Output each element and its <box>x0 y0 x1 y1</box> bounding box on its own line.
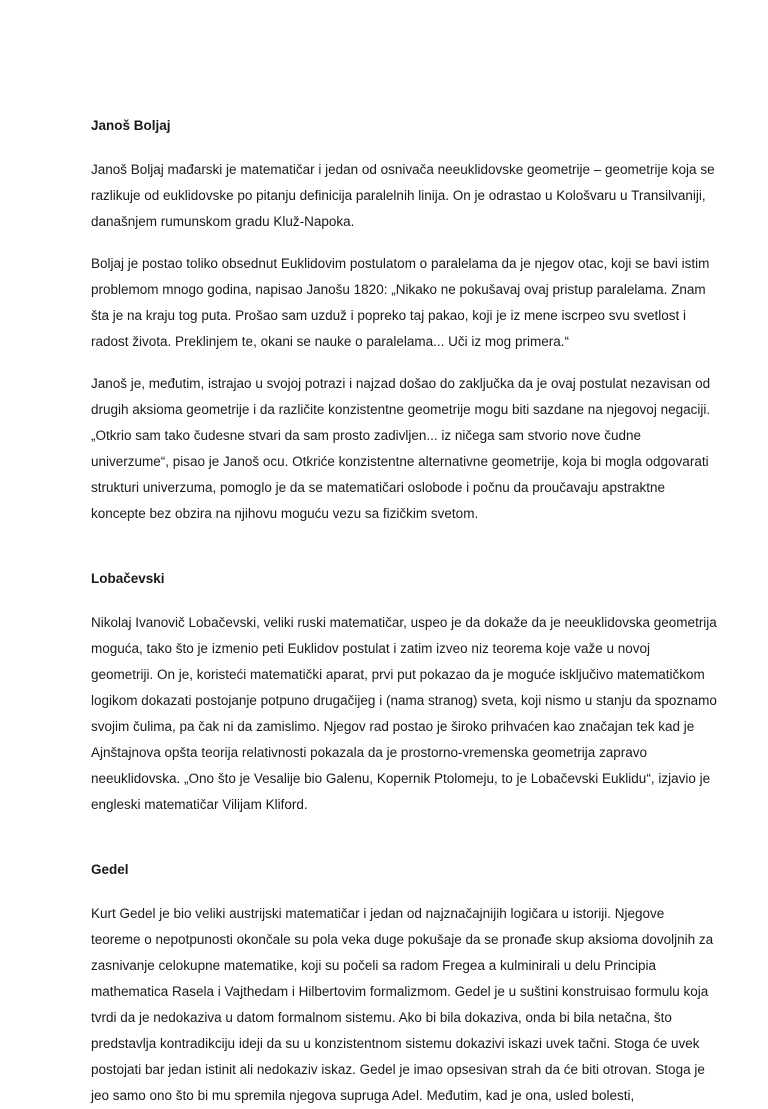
paragraph <box>91 157 731 235</box>
paragraph <box>91 610 731 818</box>
paragraph-line: engleski matematičar Vilijam Kliford. <box>91 797 308 812</box>
paragraph-line: strukturi univerzuma, pomoglo je da se matematičari oslobode i počnu da proučavaju apstraktne <box>91 480 666 495</box>
paragraph-line: drugih aksioma geometrije i da različite konzistentne geometrije mogu biti sazdane na njegovoj negaciji. <box>91 402 711 417</box>
paragraph <box>91 901 731 1109</box>
paragraph-line: moguća, tako što je izmenio peti Euklidov postulat i zatim izveo niz teorema koje važe u novoj <box>91 641 651 656</box>
paragraph-line: neeuklidovska. „Ono što je Vesalije bio Galenu, Kopernik Ptolomeju, to je Lobačevski Euklidu“, izjavio je <box>91 771 711 786</box>
paragraph-line: geometriji. On je, koristeći matematički aparat, prvi put pokazao da je moguće isključivo matematičkom <box>91 667 705 682</box>
paragraph-line: zasnivanje celokupne matematike, koji su počeli sa radom Fregea a kulminirali u delu Principia <box>91 958 657 973</box>
paragraph-line: Kurt Gedel je bio veliki austrijski matematičar i jedan od najznačajnijih logičara u istoriji. Njegove <box>91 906 665 921</box>
paragraph-line: razlikuje od euklidovske po pitanju definicija paralelnih linija. On je odrastao u Kološvaru u Transilvaniji, <box>91 188 706 203</box>
paragraph-line: teoreme o nepotpunosti okončale su pola veka duge pokušaje da se pronađe skup aksioma dovoljnih za <box>91 932 714 947</box>
paragraph-line: Nikolaj Ivanovič Lobačevski, veliki ruski matematičar, uspeo je da dokaže da je neeuklidovska geometrija <box>91 615 717 630</box>
section-heading: Gedel <box>91 862 129 877</box>
paragraph-line: tvrdi da je nedokaziva u datom formalnom sistemu. Ako bi bila dokaziva, onda bi bila netačna, što <box>91 1010 672 1025</box>
paragraph-line: jeo samo ono što bi mu spremila njegova supruga Adel. Međutim, kad je ona, usled bolesti, <box>91 1088 635 1103</box>
document-body <box>91 113 731 1109</box>
paragraph-line: mathematica Rasela i Vajthedam i Hilbertovim formalizmom. Gedel je u suštini konstruisao formulu koja <box>91 984 709 999</box>
paragraph <box>91 251 731 355</box>
paragraph-line: univerzume“, pisao je Janoš ocu. Otkriće konzistentne alternativne geometrije, koja bi mogla odgovarati <box>91 454 709 469</box>
paragraph-line: Janoš je, međutim, istrajao u svojoj potrazi i najzad došao do zaključka da je ovaj postulat nezavisan od <box>91 376 711 391</box>
paragraph-line: „Otkrio sam tako čudesne stvari da sam prosto zadivljen... iz ničega sam stvorio nove čudne <box>91 428 641 443</box>
paragraph-line: današnjem rumunskom gradu Kluž-Napoka. <box>91 214 355 229</box>
section-spacer <box>91 818 731 857</box>
section-heading: Lobačevski <box>91 571 165 586</box>
paragraph-line: postojati bar jedan istinit ali nedokaziv iskaz. Gedel je imao opsesivan strah da će biti otrovan. Stoga je <box>91 1062 705 1077</box>
paragraph <box>91 371 731 527</box>
paragraph-line: šta je na kraju tog puta. Prošao sam uzduž i popreko taj pakao, koji je iz mene iscrpeo svu svetlost i <box>91 308 687 323</box>
paragraph-line: Boljaj je postao toliko obsednut Euklidovim postulatom o paralelama da je njegov otac, koji se bavi istim <box>91 256 710 271</box>
paragraph-line: koncepte bez obzira na njihovu moguću vezu sa fizičkim svetom. <box>91 506 479 521</box>
section-heading: Janoš Boljaj <box>91 118 171 133</box>
paragraph-line: radost života. Preklinjem te, okani se nauke o paralelama... Uči iz mog primera.“ <box>91 334 569 349</box>
paragraph-line: svojim čulima, pa čak ni da zamislimo. Njegov rad postao je široko prihvaćen kao značajan tek kad je <box>91 719 695 734</box>
paragraph-line: predstavlja kontradikciju ideji da su u konzistentnom sistemu dokazivi iskazi uvek tačni. Stoga će uvek <box>91 1036 700 1051</box>
section-spacer <box>91 527 731 566</box>
paragraph-line: Janoš Boljaj mađarski je matematičar i jedan od osnivača neeuklidovske geometrije – geometrije koja se <box>91 162 715 177</box>
paragraph-line: logikom dokazati postojanje potpuno drugačijeg i (nama stranog) sveta, koji nismo u stanju da spoznamo <box>91 693 717 708</box>
paragraph-line: Ajnštajnova opšta teorija relativnosti pokazala da je prostorno-vremenska geometrija zapravo <box>91 745 648 760</box>
paragraph-line: problemom mnogo godina, napisao Janošu 1820: „Nikako ne pokušavaj ovaj pristup paralelama. Znam <box>91 282 706 297</box>
